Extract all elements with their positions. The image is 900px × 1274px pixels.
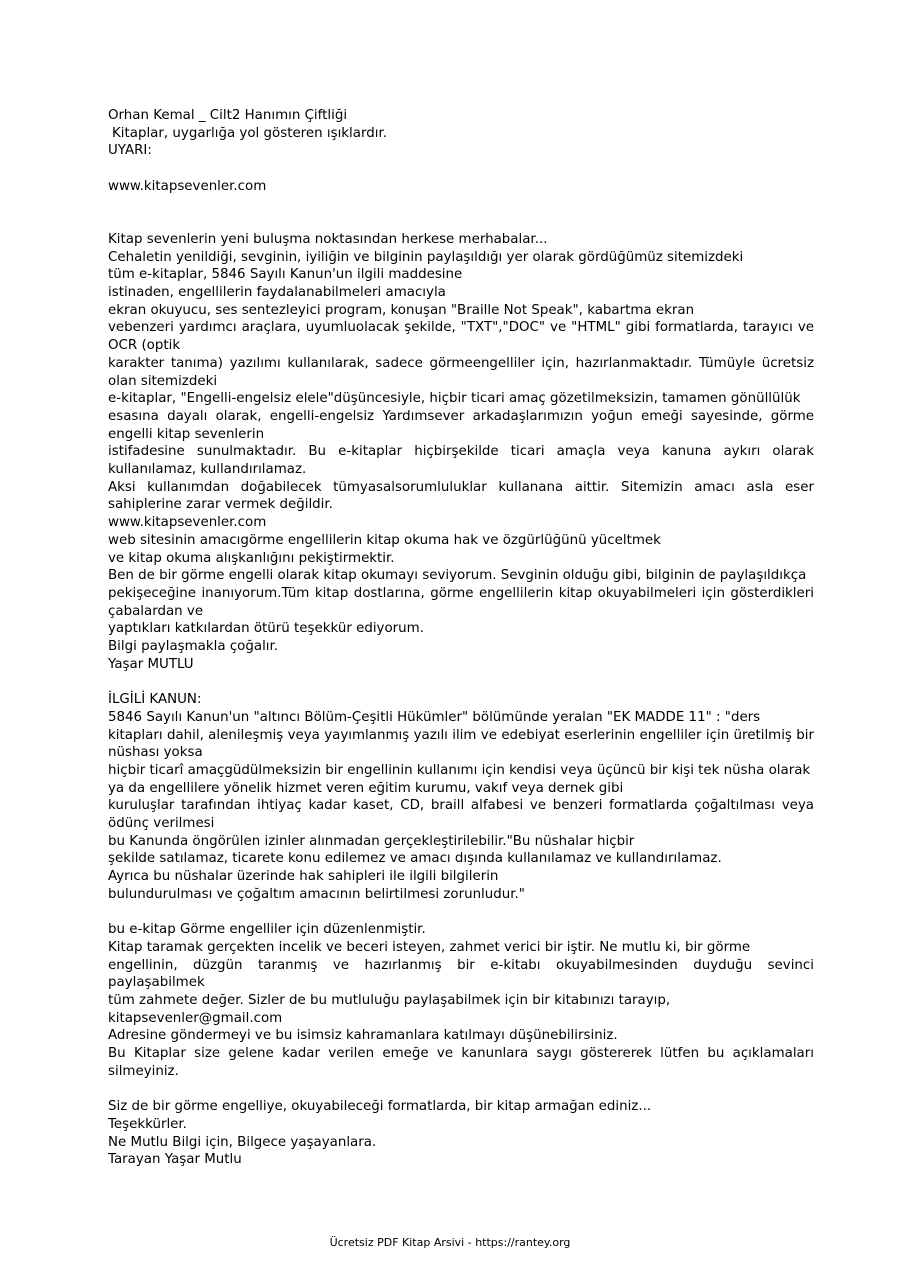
closing-section	[108, 1098, 814, 1169]
intro-line: esasına dayalı olarak, engelli-engelsiz Yardımsever arkadaşlarımızın yoğun emeği sayesinde, görme engelli kitap sevenlerin	[108, 408, 814, 442]
law-line: kitapları dahil, alenileşmiş veya yayımlanmış yazılı ilim ve edebiyat eserlerinin engelliler için üretilmiş bir nüshası yoksa	[108, 727, 814, 761]
note-line: engellinin, düzgün taranmış ve hazırlanmış bir e-kitabı okuyabilmesinden duyduğu sevinci paylaşabilmek	[108, 957, 814, 991]
law-heading: İLGİLİ KANUN:	[108, 692, 202, 708]
closing-line: Siz de bir görme engelliye, okuyabileceği formatlarda, bir kitap armağan ediniz...	[108, 1099, 652, 1115]
closing-line: Teşekkürler.	[108, 1116, 187, 1132]
intro-section	[108, 231, 814, 674]
email-address: kitapsevenler@gmail.com	[108, 1010, 283, 1026]
intro-line: istifadesine sunulmaktadır. Bu e-kitaplar hiçbirşekilde ticari amaçla veya kanuna aykırı olarak kullanılamaz, kullandırılamaz.	[108, 444, 814, 478]
note-line: Bu Kitaplar size gelene kadar verilen emeğe ve kanunlara saygı göstererek lütfen bu açıklamaları silmeyiniz.	[108, 1046, 814, 1079]
intro-signature: Yaşar MUTLU	[108, 656, 194, 672]
law-line: bulundurulması ve çoğaltım amacının belirtilmesi zorunludur."	[108, 886, 525, 902]
intro-line: ve kitap okuma alışkanlığını pekiştirmektir.	[108, 550, 395, 566]
intro-line: vebenzeri yardımcı araçlara, uyumluolacak şekilde, "TXT","DOC" ve "HTML" gibi formatlarda, tarayıcı ve OCR (optik	[108, 320, 814, 354]
note-line: Kitap taramak gerçekten incelik ve beceri isteyen, zahmet verici bir iştir. Ne mutlu ki, bir görme	[108, 939, 751, 955]
law-line: Ayrıca bu nüshalar üzerinde hak sahipleri ile ilgili bilgilerin	[108, 869, 499, 885]
intro-site-url: www.kitapsevenler.com	[108, 515, 267, 531]
header-motto: Kitaplar, uygarlığa yol gösteren ışıklardır.	[112, 125, 387, 141]
law-line: şekilde satılamaz, ticarete konu edilemez ve amacı dışında kullanılamaz ve kullandırılamaz.	[108, 851, 722, 867]
document-body	[108, 107, 814, 1169]
intro-line: Ben de bir görme engelli olarak kitap okumayı seviyorum. Sevginin olduğu gibi, bilginin de paylaşıldıkça	[108, 568, 807, 584]
closing-line: Ne Mutlu Bilgi için, Bilgece yaşayanlara.	[108, 1134, 377, 1150]
intro-line: tüm e-kitaplar, 5846 Sayılı Kanun'un ilgili maddesine	[108, 267, 463, 283]
note-line: Adresine göndermeyi ve bu isimsiz kahramanlara katılmayı düşünebilirsiniz.	[108, 1028, 618, 1044]
intro-line: Kitap sevenlerin yeni buluşma noktasından herkese merhabalar...	[108, 231, 548, 247]
intro-line: pekişeceğine inanıyorum.Tüm kitap dostlarına, görme engellilerin kitap okuyabilmeleri için gösterdikleri çabalardan ve	[108, 585, 814, 619]
intro-line: web sitesinin amacıgörme engellilerin kitap okuma hak ve özgürlüğünü yüceltmek	[108, 532, 661, 548]
intro-line: ekran okuyucu, ses sentezleyici program, konuşan "Braille Not Speak", kabartma ekran	[108, 302, 695, 318]
note-line: bu e-kitap Görme engelliler için düzenlenmiştir.	[108, 922, 426, 938]
note-line: tüm zahmete değer. Sizler de bu mutluluğu paylaşabilmek için bir kitabınızı tarayıp,	[108, 993, 671, 1009]
intro-line: istinaden, engellilerin faydalanabilmeleri amacıyla	[108, 284, 446, 300]
law-line: hiçbir ticarî amaçgüdülmeksizin bir engellinin kullanımı için kendisi veya üçüncü bir kişi tek nüsha olarak	[108, 762, 811, 778]
intro-line: Aksi kullanımdan doğabilecek tümyasalsorumluluklar kullanana aittir. Sitemizin amacı asla eser sahiplerine zarar vermek değildir.	[108, 479, 814, 513]
header-title: Orhan Kemal _ Cilt2 Hanımın Çiftliği	[108, 108, 348, 123]
intro-line: yaptıkları katkılardan ötürü teşekkür ediyorum.	[108, 621, 424, 637]
spacer	[108, 1081, 814, 1099]
spacer	[108, 160, 814, 178]
closing-signature: Tarayan Yaşar Mutlu	[108, 1152, 242, 1168]
warning-heading: UYARI:	[108, 143, 152, 159]
intro-line: Bilgi paylaşmakla çoğalır.	[108, 639, 279, 655]
spacer	[108, 904, 814, 922]
law-line: bu Kanunda öngörülen izinler alınmadan gerçekleştirilebilir."Bu nüshalar hiçbir	[108, 833, 635, 849]
site-url: www.kitapsevenler.com	[108, 178, 267, 194]
law-section	[108, 691, 814, 903]
spacer	[108, 673, 814, 691]
law-line: 5846 Sayılı Kanun'un "altıncı Bölüm-Çeşitli Hükümler" bölümünde yeralan "EK MADDE 11" : "ders	[108, 709, 761, 725]
page-footer: Ücretsiz PDF Kitap Arsivi - https://rantey.org	[329, 1236, 571, 1249]
intro-line: karakter tanıma) yazılımı kullanılarak, sadece görmeengelliler için, hazırlanmaktadır. Tümüyle ücretsiz olan sitemizdeki	[108, 355, 814, 389]
intro-line: Cehaletin yenildiği, sevginin, iyiliğin ve bilginin paylaşıldığı yer olarak gördüğümüz sitemizdeki	[108, 249, 744, 265]
law-line: kuruluşlar tarafından ihtiyaç kadar kaset, CD, braill alfabesi ve benzeri formatlarda çoğaltılması veya ödünç verilmesi	[108, 798, 814, 832]
spacer	[108, 213, 814, 231]
note-section	[108, 921, 814, 1080]
law-line: ya da engellilere yönelik hizmet veren eğitim kurumu, vakıf veya dernek gibi	[108, 780, 624, 796]
intro-line: e-kitaplar, "Engelli-engelsiz elele"düşüncesiyle, hiçbir ticari amaç gözetilmeksizin, tamamen gönüllülük	[108, 391, 801, 407]
spacer	[108, 196, 814, 214]
